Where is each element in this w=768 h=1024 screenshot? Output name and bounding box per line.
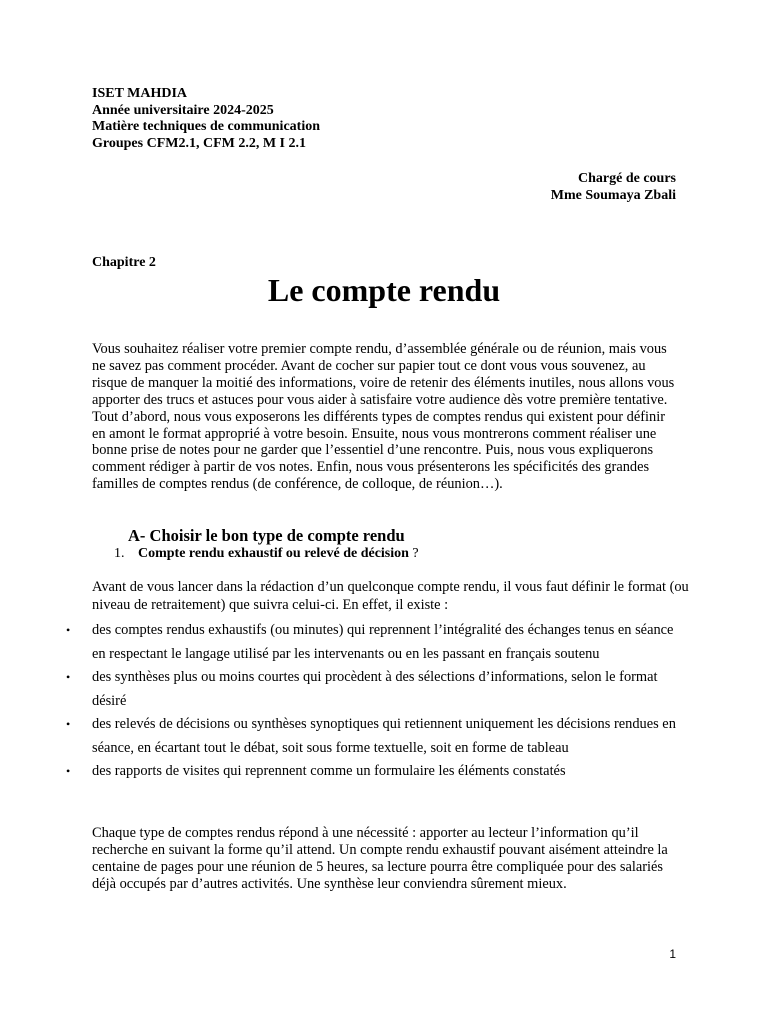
list-item-text: des comptes rendus exhaustifs (ou minutes) qui reprennent l’intégralité des échanges tenus en séance en respectant le langage utilisé par les intervenants ou en les passant en français soutenu [92,622,674,662]
list-item [62,713,684,760]
instructor-role: Chargé de cours [578,171,676,186]
bullet-icon: • [66,670,71,684]
list-item-text: des relevés de décisions ou synthèses synoptiques qui retiennent uniquement les décisions rendues en séance, en écartant tout le débat, soit sous forme textuelle, soit en forme de tableau [92,716,676,756]
subsection-label: Compte rendu exhaustif ou relevé de décision [138,546,409,561]
subsection-suffix: ? [408,546,419,561]
institution-header [92,86,320,152]
intro-paragraph-1: Vous souhaitez réaliser votre premier compte rendu, d’assemblée générale ou de réunion, mais vous ne savez pas comment procéder. Avant de cocher sur papier tout ce dont vous vous souvenez, au risque de manquer la moitié des informations, voire de retenir des éléments inutiles, nous allons vous apporter des trucs et astuces pour vous aider à satisfaire votre audience dès votre première tentative. [92,341,675,408]
list-item [62,666,684,713]
list-item-text: des synthèses plus ou moins courtes qui procèdent à des sélections d’informations, selon le format désiré [92,669,658,709]
page-number: 1 [669,947,676,961]
course-groups: Groupes CFM2.1, CFM 2.2, M I 2.1 [92,135,306,151]
instructor-block [551,171,676,204]
lead-paragraph: Avant de vous lancer dans la rédaction d’un quelconque compte rendu, il vous faut définir le format (ou niveau de retraitement) que suivra celui-ci. En effet, il existe : [92,579,689,613]
subsection-number: 1. [114,546,125,561]
academic-year: Année universitaire 2024-2025 [92,102,274,118]
intro-text [92,341,682,493]
course-subject: Matière techniques de communication [92,119,320,134]
list-item-text: des rapports de visites qui reprennent comme un formulaire les éléments constatés [92,763,566,779]
institution-name: ISET MAHDIA [92,86,188,101]
list-item [62,760,684,784]
instructor-name: Mme Soumaya Zbali [550,187,676,203]
types-bullet-list [62,619,684,784]
intro-paragraph-2: Tout d’abord, nous vous exposerons les différents types de comptes rendus qui existent pour définir en amont le format approprié à votre besoin. Ensuite, nous vous montrerons comment réaliser une bonne prise de notes pour ne garder que l’essentiel d’une rencontre. Puis, nous vous expliquerons comment rédiger à partir de vos notes. Enfin, nous vous présenterons les spécificités des grandes familles de comptes rendus (de conférence, de colloque, de réunion…). [92,408,666,493]
document-title: Le compte rendu [267,272,501,308]
section-heading-a: A- Choisir le bon type de compte rendu [128,526,405,545]
bullet-icon: • [66,764,71,778]
bullet-icon: • [66,623,71,637]
closing-paragraph: Chaque type de comptes rendus répond à une nécessité : apporter au lecteur l’information qu’il recherche en suivant la forme qu’il attend. Un compte rendu exhaustif pouvant aisément atteindre la centaine de pages pour une réunion de 5 heures, sa lecture pourra être compliquée pour des salariés déjà occupés par d’autres activités. Une synthèse leur conviendra sûrement mieux. [92,825,668,892]
subsection-heading-1 [114,546,419,562]
bullet-icon: • [66,717,71,731]
chapter-label: Chapitre 2 [92,255,156,270]
list-item [62,619,684,666]
